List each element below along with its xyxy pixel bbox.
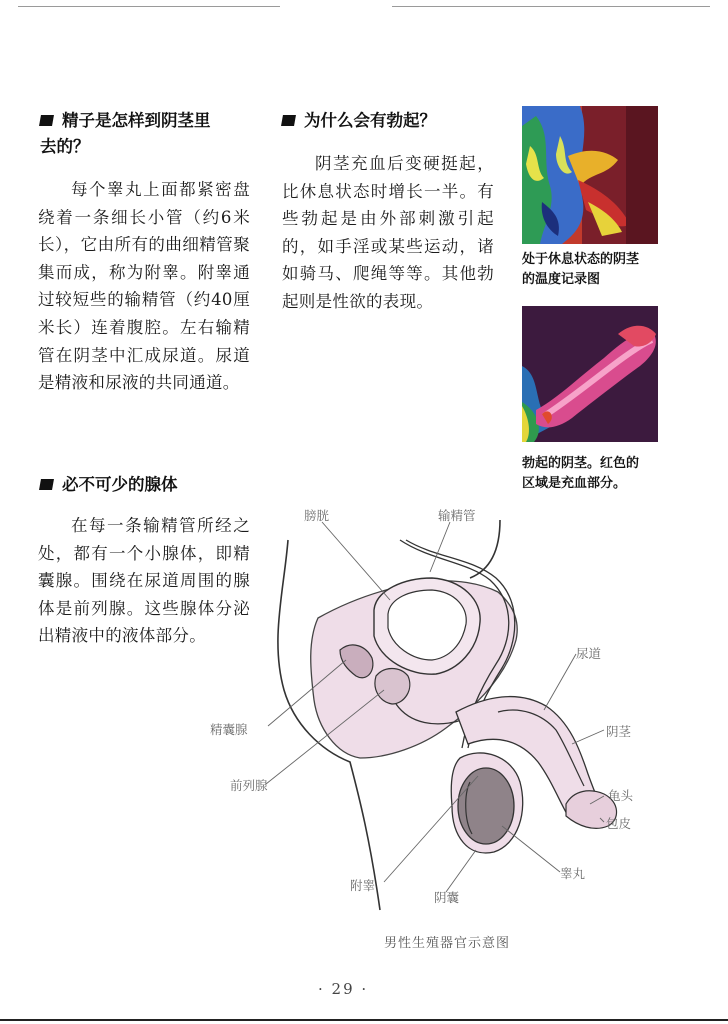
section1-body: 每个睾丸上面都紧密盘绕着一条细长小管（约6米长），它由所有的曲细精管聚集而成，称为附睾。附睾通过较短些的输精管（约40厘米长）连着腹腔。左右输精管在阴茎中汇成尿道。尿道是精液和尿液的共同通道。 bbox=[38, 180, 250, 393]
thermogram-resting-graphic bbox=[522, 106, 658, 244]
label-penis: 阴茎 bbox=[606, 724, 632, 739]
thermogram-erect-image bbox=[522, 306, 658, 442]
section2-body: 阴茎充血后变硬挺起，比休息状态时增长一半。有些勃起是由外部刺激引起的，如手淫或某些运动，诸如骑马、爬绳等等。其他勃起则是性欲的表现。 bbox=[282, 154, 494, 311]
page-number: · 29 · bbox=[318, 980, 369, 998]
section3-heading: 必不可少的腺体 bbox=[40, 472, 260, 498]
section3-body: 在每一条输精管所经之处，都有一个小腺体，即精囊腺。围绕在尿道周围的腺体是前列腺。这些腺体分泌出精液中的液体部分。 bbox=[38, 516, 250, 646]
top-rule-left bbox=[18, 6, 280, 7]
label-urethra: 尿道 bbox=[576, 646, 602, 661]
photo1-caption: 处于休息状态的阴茎 的温度记录图 bbox=[522, 252, 640, 287]
label-vas-deferens: 输精管 bbox=[438, 508, 476, 523]
square-bullet-icon bbox=[39, 479, 54, 490]
square-bullet-icon bbox=[39, 115, 54, 126]
photo2-caption: 勃起的阴茎。红色的 区域是充血部分。 bbox=[522, 456, 640, 491]
label-prostate: 前列腺 bbox=[230, 778, 268, 793]
thermogram-erect-graphic bbox=[522, 306, 658, 442]
section1-heading: 精子是怎样到阴茎里 去的？ bbox=[40, 111, 211, 156]
label-glans: 龟头 bbox=[608, 788, 634, 803]
section2-heading: 为什么会有勃起？ bbox=[282, 108, 502, 134]
label-epididymis: 附睾 bbox=[350, 878, 376, 893]
label-testis: 睾丸 bbox=[560, 866, 586, 881]
diagram-caption: 男性生殖器官示意图 bbox=[384, 936, 511, 951]
thermogram-resting-image bbox=[522, 106, 658, 244]
reproductive-anatomy-diagram bbox=[200, 500, 670, 920]
label-bladder: 膀胱 bbox=[304, 508, 330, 523]
square-bullet-icon bbox=[281, 115, 296, 126]
top-rule-right bbox=[392, 6, 710, 7]
label-seminal-vesicle: 精囊腺 bbox=[210, 722, 248, 737]
bottom-rule bbox=[0, 1019, 728, 1021]
label-scrotum: 阴囊 bbox=[434, 890, 460, 905]
label-foreskin: 包皮 bbox=[606, 816, 632, 831]
